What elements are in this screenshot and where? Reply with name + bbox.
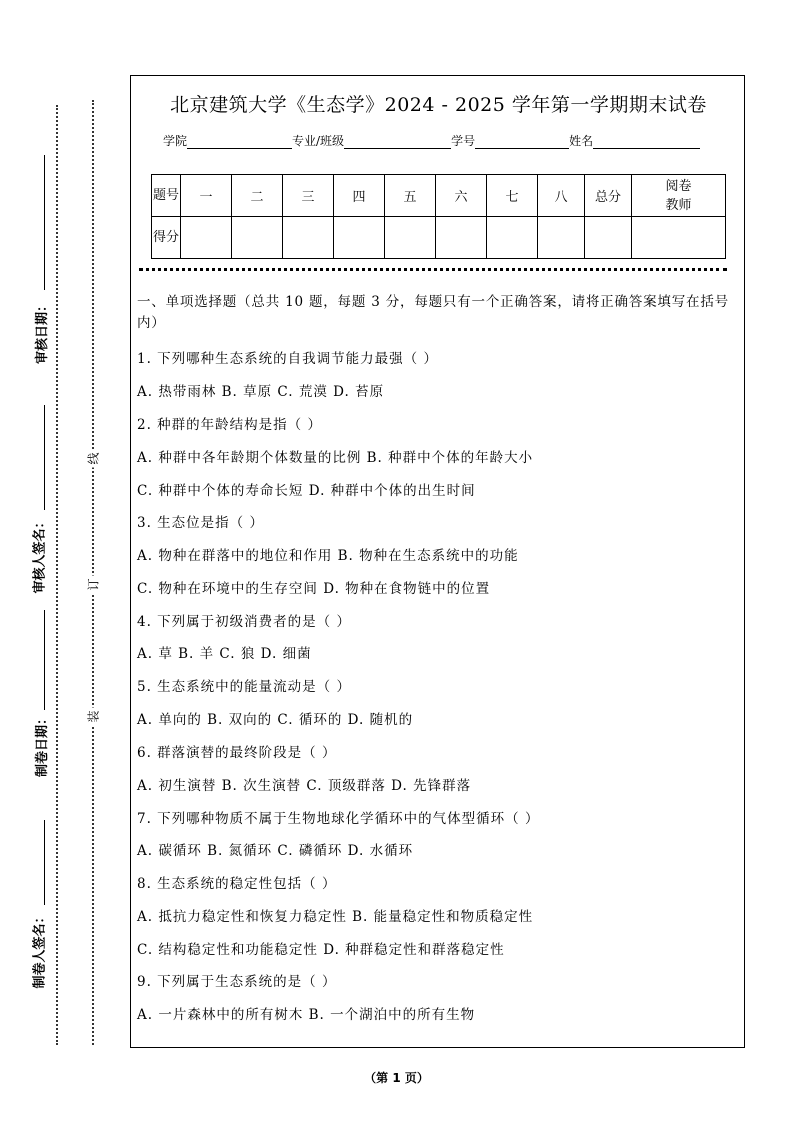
score-cell[interactable] — [181, 217, 232, 259]
column-7: 七 — [487, 175, 538, 217]
option-line: C. 种群中个体的寿命长短 D. 种群中个体的出生时间 — [137, 483, 476, 499]
student-id-field[interactable] — [475, 136, 569, 149]
reviewer-signature-underline — [44, 405, 45, 510]
make-date-underline — [44, 610, 45, 710]
column-8: 八 — [538, 175, 585, 217]
college-field[interactable] — [187, 136, 292, 149]
question-number-header: 题号 — [152, 175, 181, 217]
score-cell-total[interactable] — [585, 217, 632, 259]
make-date-label: 制卷日期： — [31, 710, 50, 779]
score-header: 得分 — [152, 217, 181, 259]
score-cell[interactable] — [436, 217, 487, 259]
score-cell[interactable] — [283, 217, 334, 259]
column-6: 六 — [436, 175, 487, 217]
question-number-row — [152, 175, 726, 217]
binding-dotted-line — [92, 100, 94, 1045]
option-line: A. 碳循环 B. 氮循环 C. 磷循环 D. 水循环 — [137, 843, 414, 859]
question-line: 1. 下列哪种生态系统的自我调节能力最强（ ） — [137, 351, 438, 367]
exam-title: 北京建筑大学《生态学》2024 - 2025 学年第一学期期末试卷 — [170, 94, 707, 116]
question-line: 8. 生态系统的稳定性包括（ ） — [137, 876, 337, 892]
option-line: A. 初生演替 B. 次生演替 C. 顶级群落 D. 先锋群落 — [137, 778, 472, 794]
binding-mark-line: 线 — [85, 449, 102, 467]
column-5: 五 — [385, 175, 436, 217]
question-line: 9. 下列属于生态系统的是（ ） — [137, 974, 337, 990]
binding-mark-staple: 订 — [85, 575, 102, 593]
college-label: 学院 — [163, 134, 188, 148]
option-line: A. 单向的 B. 双向的 C. 循环的 D. 随机的 — [137, 712, 414, 728]
score-row — [152, 217, 726, 259]
page-number: （第 1 页） — [364, 1071, 429, 1085]
section-1-heading: 一、单项选择题（总共 10 题，每题 3 分，每题只有一个正确答案，请将正确答案填写在括号内） — [137, 294, 729, 331]
question-line: 5. 生态系统中的能量流动是（ ） — [137, 679, 351, 695]
column-4: 四 — [334, 175, 385, 217]
question-line: 4. 下列属于初级消费者的是（ ） — [137, 614, 351, 630]
exam-paper — [130, 75, 745, 1048]
score-cell[interactable] — [385, 217, 436, 259]
student-info-row — [163, 132, 700, 149]
option-line: A. 种群中各年龄期个体数量的比例 B. 种群中个体的年龄大小 — [137, 450, 534, 466]
score-table — [151, 174, 726, 259]
option-line: C. 结构稳定性和功能稳定性 D. 种群稳定性和群落稳定性 — [137, 942, 505, 958]
question-line: 6. 群落演替的最终阶段是（ ） — [137, 745, 337, 761]
option-line: C. 物种在环境中的生存空间 D. 物种在食物链中的位置 — [137, 581, 491, 597]
margin-dotted-line-outer — [56, 105, 58, 1045]
maker-signature-label: 制卷人签名： — [29, 908, 48, 990]
score-cell[interactable] — [334, 217, 385, 259]
score-cell[interactable] — [232, 217, 283, 259]
name-label: 姓名 — [569, 134, 594, 148]
column-2: 二 — [232, 175, 283, 217]
question-line: 2. 种群的年龄结构是指（ ） — [137, 417, 322, 433]
option-line: A. 抵抗力稳定性和恢复力稳定性 B. 能量稳定性和物质稳定性 — [137, 909, 534, 925]
name-field[interactable] — [593, 136, 700, 149]
option-line: A. 草 B. 羊 C. 狼 D. 细菌 — [137, 646, 312, 662]
review-date-underline — [44, 155, 45, 290]
maker-signature-underline — [44, 820, 45, 905]
option-line: A. 一片森林中的所有树木 B. 一个湖泊中的所有生物 — [137, 1007, 476, 1023]
section-divider — [139, 268, 727, 271]
option-line: A. 物种在群落中的地位和作用 B. 物种在生态系统中的功能 — [137, 548, 519, 564]
column-3: 三 — [283, 175, 334, 217]
review-date-label: 审核日期： — [31, 297, 50, 366]
question-line: 7. 下列哪种物质不属于生物地球化学循环中的气体型循环（ ） — [137, 811, 540, 827]
question-line: 3. 生态位是指（ ） — [137, 515, 264, 531]
binding-mark-bind: 装 — [85, 707, 102, 725]
major-class-label: 专业/班级 — [292, 134, 345, 148]
score-cell[interactable] — [538, 217, 585, 259]
column-grader: 阅卷教师 — [632, 175, 726, 217]
column-total: 总分 — [585, 175, 632, 217]
option-line: A. 热带雨林 B. 草原 C. 荒漠 D. 苔原 — [137, 384, 385, 400]
column-1: 一 — [181, 175, 232, 217]
score-cell[interactable] — [487, 217, 538, 259]
major-class-field[interactable] — [344, 136, 451, 149]
score-cell-grader[interactable] — [632, 217, 726, 259]
student-id-label: 学号 — [451, 134, 476, 148]
reviewer-signature-label: 审核人签名： — [29, 513, 48, 595]
